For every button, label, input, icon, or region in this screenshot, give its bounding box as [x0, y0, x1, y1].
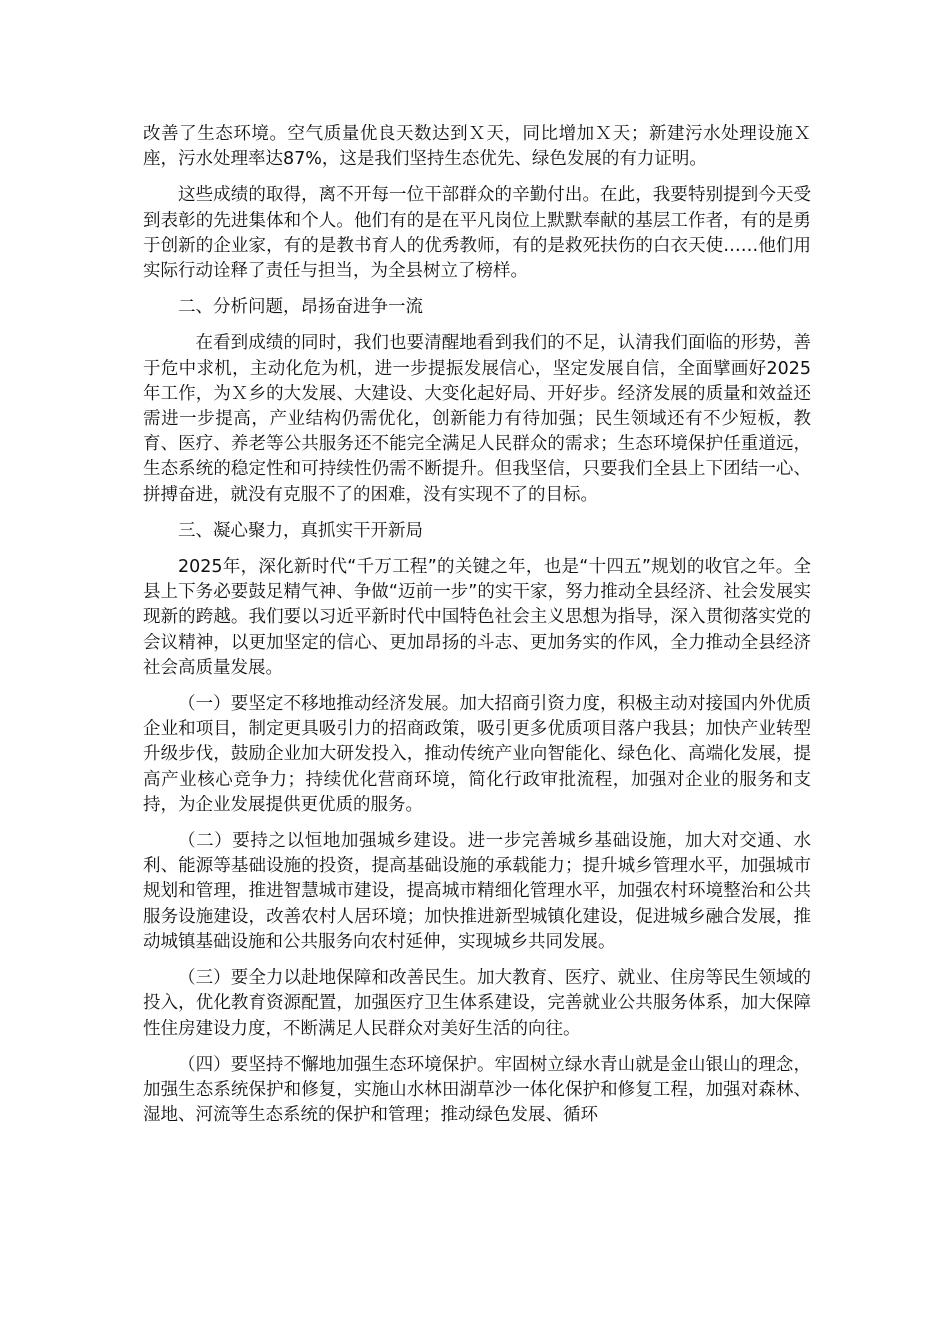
document-body: [143, 122, 811, 1139]
paragraph-economy: （一）要坚定不移地推动经济发展。加大招商引资力度，积极主动对接国内外优质企业和项目，制定更具吸引力的招商政策，吸引更多优质项目落户我县；加快产业转型升级步伐，鼓励企业加大研发投入，推动传统产业向智能化、绿色化、高端化发展，提高产业核心竞争力；持续优化营商环境，简化行政审批流程，加强对企业的服务和支持，为企业发展提供更优质的服务。: [143, 694, 811, 815]
paragraph-livelihood: （三）要全力以赴地保障和改善民生。加大教育、医疗、就业、住房等民生领域的投入，优化教育资源配置，加强医疗卫生体系建设，完善就业公共服务体系，加大保障性住房建设力度，不断满足人民群众对美好生活的向往。: [143, 968, 811, 1039]
paragraph-2025-goals: 2025年，深化新时代“千万工程”的关键之年，也是“十四五”规划的收官之年。全县上下务必要鼓足精气神、争做“迈前一步”的实干家，努力推动全县经济、社会发展实现新的跨越。我们要以习近平新时代中国特色社会主义思想为指导，深入贯彻落实党的会议精神，以更加坚定的信心、更加昂扬的斗志、更加务实的作风，全力推动全县经济社会高质量发展。: [143, 557, 811, 678]
paragraph-problem-analysis: 在看到成绩的同时，我们也要清醒地看到我们的不足，认清我们面临的形势，善于危中求机，主动化危为机，进一步提振发展信心，坚定发展自信，全面擘画好2025年工作，为Ｘ乡的大发展、大建设、大变化起好局、开好步。经济发展的质量和效益还需进一步提高，产业结构仍需优化，创新能力有待加强；民生领域还有不少短板，教育、医疗、养老等公共服务还不能完全满足人民群众的需求；生态环境保护任重道远，生态系统的稳定性和可持续性仍需不断提升。但我坚信，只要我们全县上下团结一心、拼搏奋进，就没有克服不了的困难，没有实现不了的目标。: [143, 333, 811, 505]
paragraph-environment: （四）要坚持不懈地加强生态环境保护。牢固树立绿水青山就是金山银山的理念，加强生态系统保护和修复，实施山水林田湖草沙一体化保护和修复工程，加强对森林、湿地、河流等生态系统的保护和管理；推动绿色发展、循环: [143, 1054, 811, 1126]
paragraph-ecology-results: 改善了生态环境。空气质量优良天数达到Ｘ天，同比增加Ｘ天；新建污水处理设施Ｘ座，污水处理率达87%，这是我们坚持生态优先、绿色发展的有力证明。: [143, 124, 811, 170]
paragraph-acknowledgement: 这些成绩的取得，离不开每一位干部群众的辛勤付出。在此，我要特别提到今天受到表彰的先进集体和个人。他们有的是在平凡岗位上默默奉献的基层工作者，有的是勇于创新的企业家，有的是教书育人的优秀教师，有的是救死扶伤的白衣天使……他们用实际行动诠释了责任与担当，为全县树立了榜样。: [143, 185, 811, 282]
section-heading-2: 二、分析问题，昂扬奋进争一流: [178, 297, 423, 318]
paragraph-urban-rural: （二）要持之以恒地加强城乡建设。进一步完善城乡基础设施，加大对交通、水利、能源等基础设施的投资，提高基础设施的承载能力；提升城乡管理水平，加强城市规划和管理，推进智慧城市建设，提高城市精细化管理水平，加强农村环境整治和公共服务设施建设，改善农村人居环境；加快推进新型城镇化建设，促进城乡融合发展，推动城镇基础设施和公共服务向农村延伸，实现城乡共同发展。: [143, 831, 811, 952]
section-heading-3: 三、凝心聚力，真抓实干开新局: [178, 520, 423, 541]
